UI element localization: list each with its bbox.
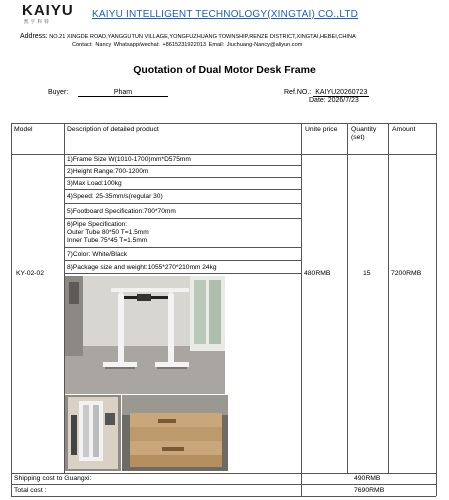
spec-height-range: 2)Height Range:700-1200m — [67, 168, 149, 175]
unit-price-value: 480RMB — [304, 270, 331, 277]
page-title: Quotation of Dual Motor Desk Frame — [133, 64, 316, 76]
buyer-label: Buyer: — [48, 89, 69, 96]
ref-label: Ref.NO.: — [284, 89, 312, 96]
amount-value: 7200RMB — [391, 270, 422, 277]
spec-package: 8)Package size and weight:1055*270*210mm 24kg — [67, 264, 217, 271]
buyer-value: Pham — [78, 89, 168, 97]
header-unit-price: Unite price — [305, 126, 338, 133]
total-label: Total cost : — [14, 487, 47, 494]
desk-frame-photo — [65, 276, 225, 394]
spec-outer-tube: Outer Tube 80*50 T=1.5mm — [67, 229, 149, 236]
header-description: Description of detailed product — [67, 126, 159, 133]
model-value: KY-02-02 — [16, 270, 45, 277]
spec-frame-size: 1)Frame Size W(1010-1700)mm*D575mm — [67, 156, 191, 163]
package-photo-1 — [65, 395, 121, 471]
ref-field — [284, 89, 369, 97]
date-field — [309, 97, 359, 104]
logo-subtitle: 凯 宇 科 特 — [24, 19, 50, 24]
shipping-value: 490RMB — [354, 475, 381, 482]
header-quantity: Quantity (set) — [351, 126, 377, 141]
date-label: Date: — [309, 97, 326, 104]
spec-color: 7)Color: White/Black — [67, 251, 128, 258]
spec-inner-tube: Inner Tube 75*45 T=1.5mm — [67, 237, 148, 244]
address-label: Address: — [20, 33, 48, 40]
contact-line: Contact: Nancy Whatsapp/wechat: +8615231922013 Email: Jiuchuang-Nancy@aliyun.com — [72, 42, 303, 48]
address-line — [20, 33, 356, 40]
quantity-value: 15 — [363, 270, 371, 277]
header-amount: Amount — [392, 126, 416, 133]
spec-speed: 4)Speed: 25-35mm/s(regular 30) — [67, 193, 163, 200]
company-name: KAIYU INTELLIGENT TECHNOLOGY(XINGTAI) CO.,LTD — [92, 9, 359, 20]
shipping-label: Shipping cost to Guangxi: — [14, 475, 92, 482]
spec-max-load: 3)Max Load:100kg — [67, 180, 122, 187]
buyer-field — [48, 89, 168, 97]
total-value: 7690RMB — [354, 487, 385, 494]
header-model: Model — [14, 126, 33, 133]
ref-value: KAIYU20260723 — [315, 89, 368, 96]
spec-pipe: 6)Pipe Specification: — [67, 221, 128, 228]
company-logo: KAIYU — [22, 2, 74, 19]
date-value: 2026/7/23 — [327, 97, 359, 104]
address-text: NO.21 XINGDE ROAD,YANGGUTUN VILLAGE,YONGFUZHUANG TOWNSHIP,RENZE DISTRICT,XINGTAI,HEBEI,CHINA — [49, 34, 356, 40]
package-photo-2 — [122, 395, 228, 471]
spec-footboard: 5)Footboard Specification:700*70mm — [67, 208, 176, 215]
